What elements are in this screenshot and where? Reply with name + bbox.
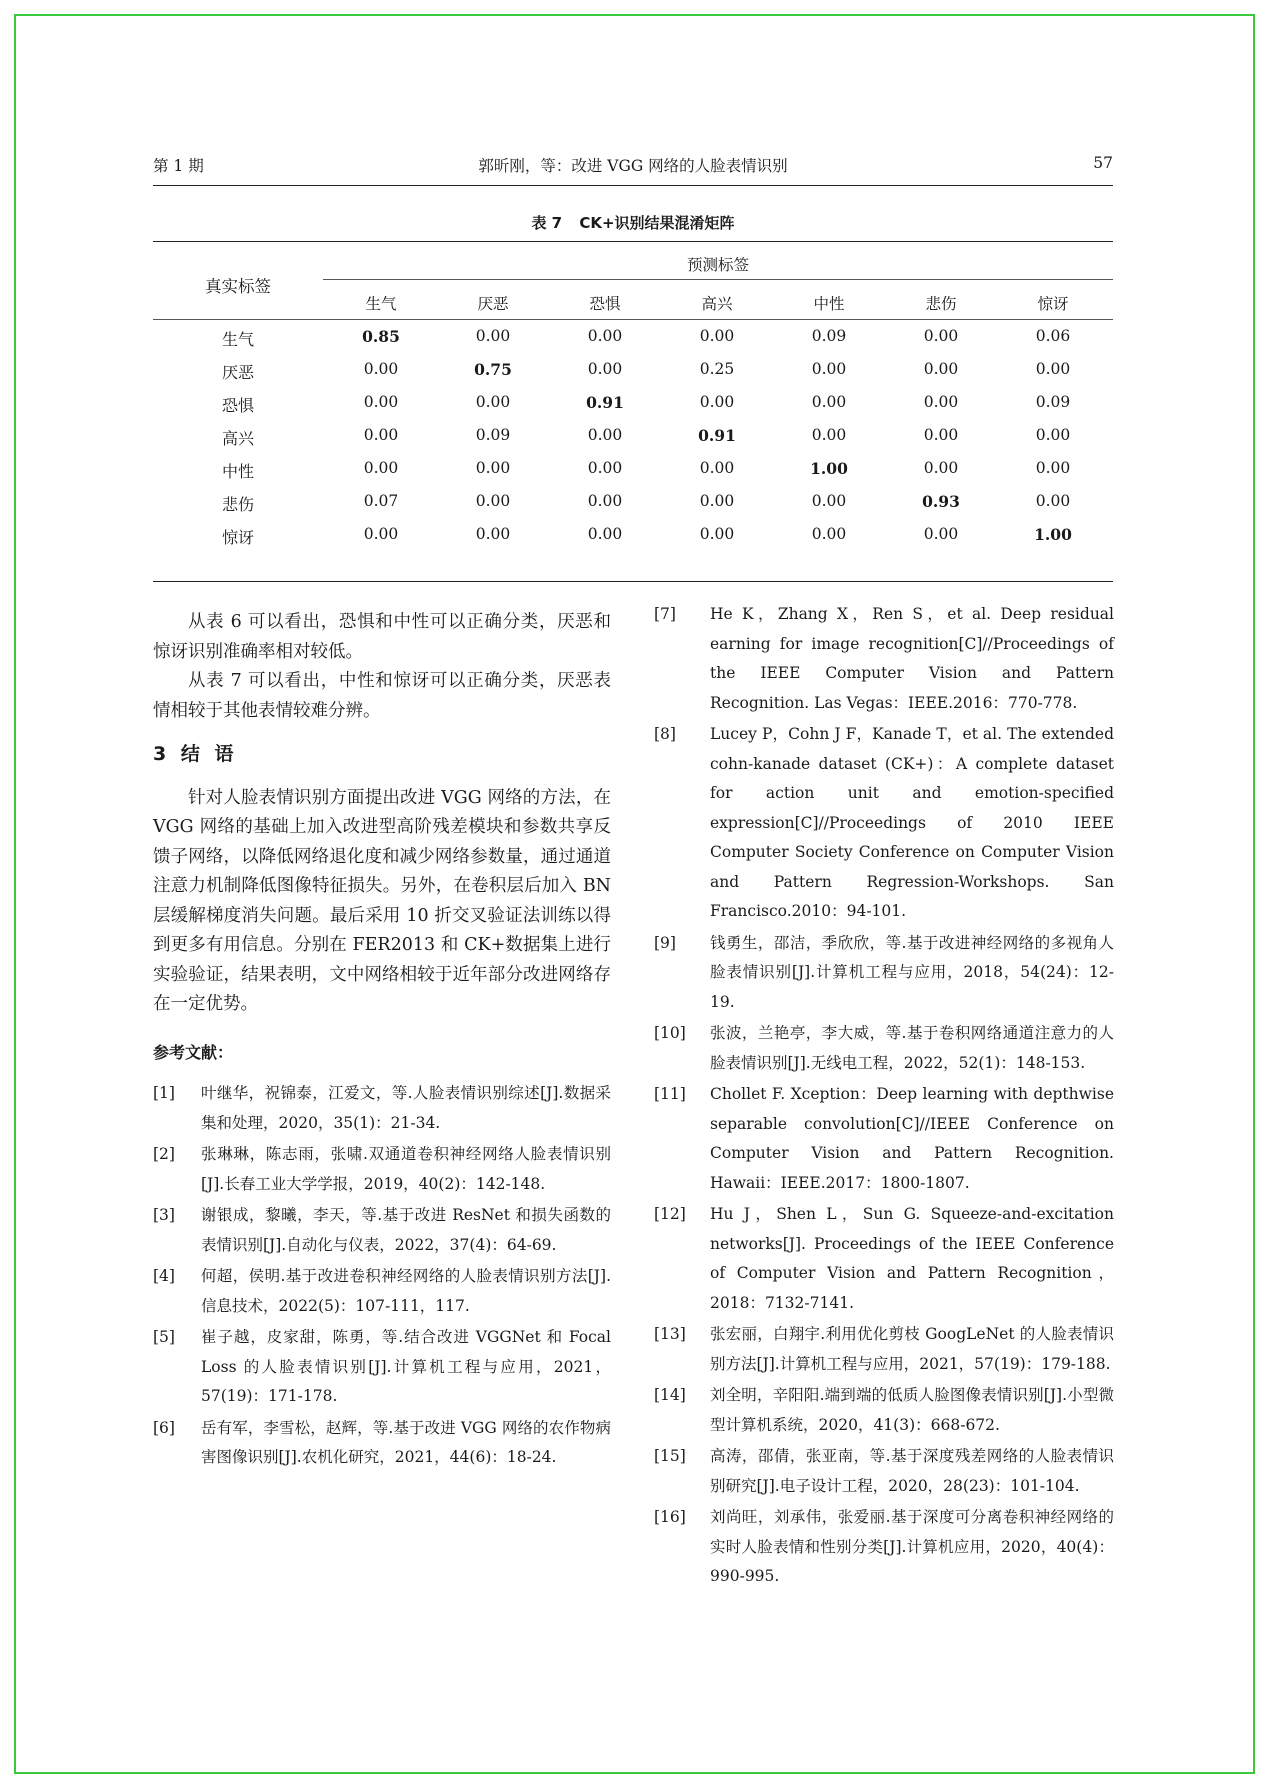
reference-number: [7]: [654, 605, 676, 623]
reference-item: [654, 1080, 1114, 1198]
matrix-cell: 0.06: [1035, 327, 1071, 345]
matrix-cell: 0.00: [363, 393, 399, 411]
reference-number: [10]: [654, 1024, 686, 1042]
column-header: 高兴: [701, 295, 733, 313]
reference-text: 钱勇生，邵洁，季欣欣，等.基于改进神经网络的多视角人脸表情识别[J].计算机工程与应用，2018，54(24)：12-19.: [710, 933, 1114, 1011]
matrix-cell: 0.85: [362, 327, 400, 346]
matrix-cell: 0.00: [587, 426, 623, 444]
reference-item: [153, 1079, 611, 1138]
reference-item: [654, 1503, 1114, 1592]
reference-number: [12]: [654, 1205, 686, 1223]
table-number: 表 7: [531, 214, 563, 232]
matrix-cell: 0.00: [811, 426, 847, 444]
article-running-title: 郭昕刚，等：改进 VGG 网络的人脸表情识别: [478, 157, 788, 175]
reference-list-right: [654, 600, 1114, 1592]
matrix-cell: 0.91: [586, 393, 624, 412]
matrix-cell: 0.00: [699, 327, 735, 345]
matrix-cell: 0.00: [587, 327, 623, 345]
paragraph-conclusion: 针对人脸表情识别方面提出改进 VGG 网络的方法，在 VGG 网络的基础上加入改进型高阶残差模块和参数共享反馈子网络，以降低网络退化度和减少网络参数量，通过通道注意力机制降低图像特征损失。另外，在卷积层后加入 BN 层缓解梯度消失问题。最后采用 10 折交叉验证法训练以得到更多有用信息。分别在 FER2013 和 CK+数据集上进行实验验证，结果表明，文中网络相较于近年部分改进网络存在一定优势。: [153, 787, 611, 1014]
issue-number: 第 1 期: [153, 157, 204, 175]
predicted-label-header: 预测标签: [686, 256, 749, 274]
matrix-cell: 0.00: [923, 459, 959, 477]
reference-item: [654, 1442, 1114, 1501]
matrix-cell: 0.00: [475, 459, 511, 477]
reference-text: 叶继华，祝锦泰，江爱文，等.人脸表情识别综述[J].数据采集和处理，2020，35(1)：21-34.: [201, 1084, 611, 1132]
reference-number: [3]: [153, 1206, 175, 1224]
reference-number: [5]: [153, 1328, 175, 1346]
column-header: 生气: [365, 295, 397, 313]
header-rule: [153, 185, 1113, 186]
column-header: 恐惧: [589, 295, 621, 313]
matrix-cell: 0.00: [1035, 459, 1071, 477]
reference-number: [4]: [153, 1267, 175, 1285]
reference-number: [16]: [654, 1508, 686, 1526]
matrix-cell: 1.00: [810, 459, 848, 478]
matrix-cell: 0.00: [811, 492, 847, 510]
matrix-cell: 0.00: [363, 525, 399, 543]
reference-text: 何超，侯明.基于改进卷积神经网络的人脸表情识别方法[J].信息技术，2022(5)：107-111，117.: [201, 1267, 611, 1315]
matrix-cell: 0.93: [922, 492, 960, 511]
matrix-cell: 0.00: [811, 360, 847, 378]
right-column: [654, 600, 1114, 1594]
row-label: 中性: [221, 462, 254, 481]
left-column: [153, 608, 611, 1475]
reference-item: [654, 1381, 1114, 1440]
matrix-cell: 0.00: [587, 492, 623, 510]
reference-item: [654, 929, 1114, 1018]
column-header: 惊讶: [1037, 295, 1069, 313]
reference-text: Hu J，Shen L，Sun G. Squeeze-and-excitation networks[J]. Proceedings of the IEEE Conference of Computer Vision and Pattern Recognition，2018：7132-7141.: [710, 1205, 1114, 1312]
matrix-cell: 0.00: [923, 525, 959, 543]
reference-text: Lucey P，Cohn J F，Kanade T，et al. The extended cohn-kanade dataset (CK+)：A complete dataset for action unit and emotion-specified expression[C]//Proceedings of 2010 IEEE Computer Society Conference on Computer Vision and Pattern Regression-Workshops. San Francisco.2010：94-101.: [710, 725, 1114, 920]
reference-list-left: [153, 1079, 611, 1473]
reference-text: 谢银成，黎曦，李天，等.基于改进 ResNet 和损失函数的表情识别[J].自动化与仪表，2022，37(4)：64-69.: [201, 1206, 611, 1254]
page-number: 57: [1093, 154, 1113, 172]
matrix-cell: 0.00: [363, 426, 399, 444]
matrix-cell: 0.00: [1035, 426, 1071, 444]
reference-text: 张波，兰艳亭，李大威，等.基于卷积网络通道注意力的人脸表情识别[J].无线电工程，2022，52(1)：148-153.: [710, 1024, 1114, 1072]
matrix-cell: 0.00: [699, 492, 735, 510]
paragraph-table6: 从表 6 可以看出，恐惧和中性可以正确分类，厌恶和惊讶识别准确率相对较低。: [153, 612, 611, 662]
reference-item: [654, 600, 1114, 718]
reference-number: [15]: [654, 1447, 686, 1465]
matrix-cell: 0.00: [923, 360, 959, 378]
reference-text: 刘尚旺，刘承伟，张爱丽.基于深度可分离卷积神经网络的实时人脸表情和性别分类[J].计算机应用，2020，40(4)：990-995.: [710, 1508, 1114, 1585]
reference-text: 岳有军，李雪松，赵辉，等.基于改进 VGG 网络的农作物病害图像识别[J].农机化研究，2021，44(6)：18-24.: [201, 1418, 611, 1466]
reference-item: [153, 1323, 611, 1412]
reference-number: [6]: [153, 1418, 175, 1437]
matrix-cell: 0.75: [474, 360, 512, 379]
column-header: 悲伤: [925, 295, 957, 313]
matrix-cell: 0.00: [587, 459, 623, 477]
predicted-header-rule: [323, 279, 1113, 280]
reference-item: [654, 1200, 1114, 1318]
reference-text: 张宏丽，白翔宇.利用优化剪枝 GoogLeNet 的人脸表情识别方法[J].计算机工程与应用，2021，57(19)：179-188.: [710, 1325, 1114, 1373]
true-label-header: 真实标签: [205, 277, 271, 296]
matrix-cell: 0.00: [587, 360, 623, 378]
row-label: 悲伤: [221, 495, 254, 514]
column-header: 中性: [813, 295, 845, 313]
matrix-cell: 0.00: [363, 360, 399, 378]
row-label: 惊讶: [221, 528, 254, 547]
reference-number: [14]: [654, 1386, 686, 1404]
section-heading-conclusion: 3 结 语: [153, 743, 238, 765]
reference-item: [654, 1320, 1114, 1379]
row-label: 厌恶: [221, 363, 254, 382]
reference-number: [9]: [654, 933, 676, 952]
matrix-cell: 0.00: [1035, 360, 1071, 378]
matrix-cell: 0.09: [811, 327, 847, 345]
reference-text: 张琳琳，陈志雨，张啸.双通道卷积神经网络人脸表情识别[J].长春工业大学学报，2019，40(2)：142-148.: [201, 1145, 611, 1193]
matrix-cell: 0.00: [475, 492, 511, 510]
row-label: 生气: [221, 330, 254, 349]
matrix-cell: 0.00: [923, 393, 959, 411]
table-header-rule: [153, 319, 1113, 320]
matrix-cell: 0.00: [923, 426, 959, 444]
matrix-cell: 0.07: [363, 492, 399, 510]
reference-item: [654, 720, 1114, 927]
references-heading: 参考文献：: [153, 1042, 234, 1062]
matrix-cell: 0.00: [699, 525, 735, 543]
matrix-cell: 0.00: [699, 393, 735, 411]
paragraph-table7: 从表 7 可以看出，中性和惊讶可以正确分类，厌恶表情相较于其他表情较难分辨。: [153, 671, 611, 721]
running-head: [153, 154, 1113, 180]
reference-number: [2]: [153, 1145, 175, 1163]
matrix-cell: 0.25: [699, 360, 735, 378]
table-caption: [153, 212, 1113, 233]
matrix-cell: 0.00: [811, 525, 847, 543]
row-label: 高兴: [221, 429, 254, 448]
matrix-cell: 0.00: [363, 459, 399, 477]
reference-text: 高涛，邵倩，张亚南，等.基于深度残差网络的人脸表情识别研究[J].电子设计工程，2020，28(23)：101-104.: [710, 1447, 1114, 1495]
reference-item: [654, 1019, 1114, 1078]
column-header: 厌恶: [477, 295, 509, 313]
matrix-cell: 0.00: [475, 393, 511, 411]
table-bottom-rule: [153, 581, 1113, 582]
matrix-cell: 0.00: [1035, 492, 1071, 510]
reference-text: 刘全明，辛阳阳.端到端的低质人脸图像表情识别[J].小型微型计算机系统，2020，41(3)：668-672.: [710, 1386, 1114, 1434]
reference-number: [13]: [654, 1325, 686, 1343]
matrix-cell: 0.00: [475, 327, 511, 345]
reference-number: [11]: [654, 1085, 686, 1103]
reference-text: 崔子越，皮家甜，陈勇，等.结合改进 VGGNet 和 Focal Loss 的人脸表情识别[J].计算机工程与应用，2021，57(19)：171-178.: [201, 1328, 611, 1405]
matrix-cell: 0.91: [698, 426, 736, 445]
matrix-cell: 0.00: [475, 525, 511, 543]
matrix-cell: 0.09: [475, 426, 511, 444]
table-title: CK+识别结果混淆矩阵: [579, 214, 735, 232]
reference-text: Chollet F. Xception：Deep learning with depthwise separable convolution[C]//IEEE Conference on Computer Vision and Pattern Recognition. Hawaii：IEEE.2017：1800-1807.: [710, 1085, 1114, 1192]
reference-item: [153, 1262, 611, 1321]
matrix-cell: 0.00: [699, 459, 735, 477]
reference-item: [153, 1414, 611, 1473]
reference-text: He K，Zhang X，Ren S，et al. Deep residual earning for image recognition[C]//Proceedings of the IEEE Computer Vision and Pattern Recognition. Las Vegas：IEEE.2016：770-778.: [710, 605, 1114, 712]
table-top-rule: [153, 241, 1113, 242]
matrix-cell: 0.00: [923, 327, 959, 345]
matrix-cell: 1.00: [1034, 525, 1072, 544]
reference-number: [1]: [153, 1084, 175, 1102]
matrix-cell: 0.09: [1035, 393, 1071, 411]
matrix-cell: 0.00: [811, 393, 847, 411]
matrix-cell: 0.00: [587, 525, 623, 543]
reference-item: [153, 1140, 611, 1199]
row-label: 恐惧: [221, 396, 254, 415]
reference-number: [8]: [654, 725, 676, 743]
reference-item: [153, 1201, 611, 1260]
